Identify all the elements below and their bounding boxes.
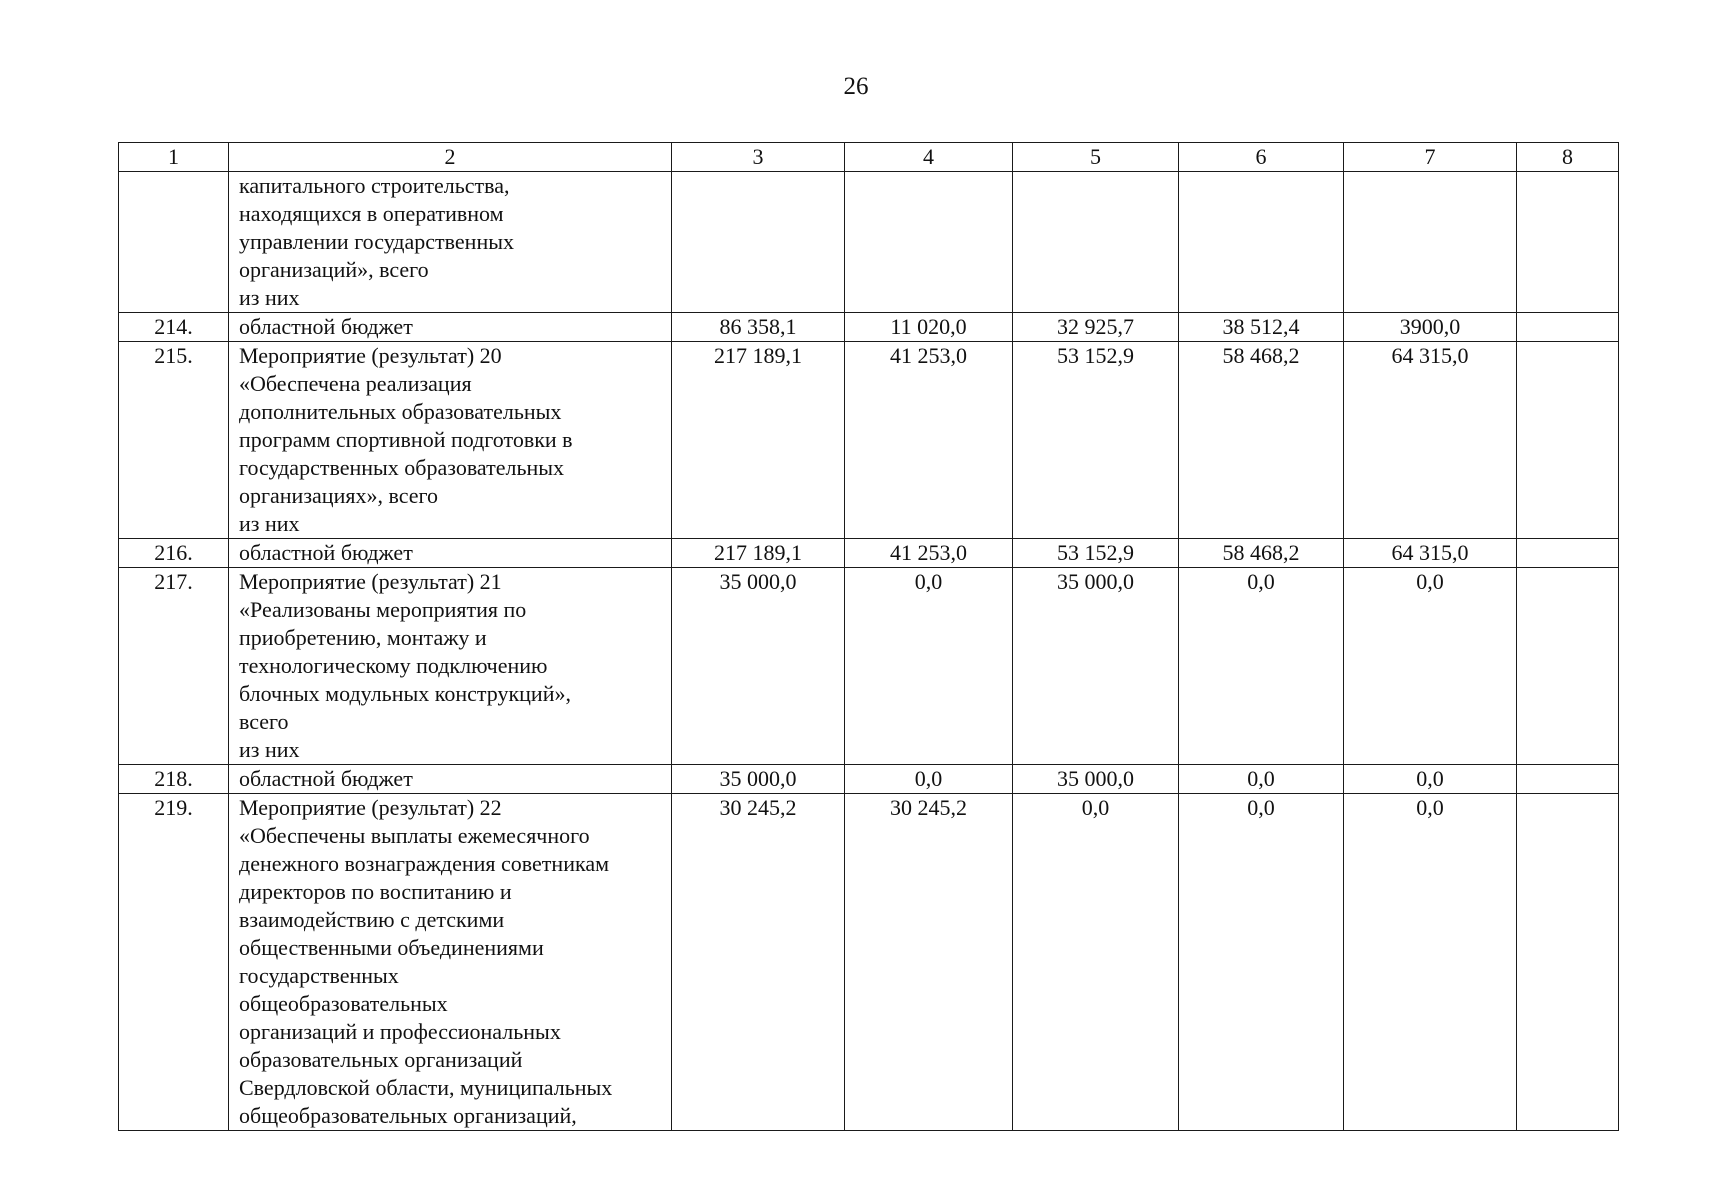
description-line: общеобразовательных xyxy=(239,991,448,1016)
description-line: общеобразовательных организаций, xyxy=(239,1103,577,1128)
description-line: технологическому подключению xyxy=(239,653,548,678)
value-cell-col-5: 0,0 xyxy=(1013,794,1179,1131)
value-cell-col-4: 0,0 xyxy=(845,568,1013,765)
value-cell-col-5 xyxy=(1013,172,1179,313)
value-cell-col-3 xyxy=(672,172,845,313)
value-cell-col-8 xyxy=(1517,172,1619,313)
value-cell-col-6: 38 512,4 xyxy=(1179,313,1344,342)
table-row xyxy=(119,794,1619,1131)
description-line: Мероприятие (результат) 20 xyxy=(239,343,502,368)
value-cell-col-3: 30 245,2 xyxy=(672,794,845,1131)
value-cell-col-3: 217 189,1 xyxy=(672,342,845,539)
description-line: из них xyxy=(239,285,300,310)
value-cell-col-7: 0,0 xyxy=(1344,794,1517,1131)
row-description-cell xyxy=(229,172,672,313)
page-number: 26 xyxy=(843,73,869,100)
description-line: денежного вознаграждения советникам xyxy=(239,851,610,876)
value-cell-col-3: 35 000,0 xyxy=(672,765,845,794)
row-number-cell: 219. xyxy=(119,794,229,1131)
value-cell-col-6: 0,0 xyxy=(1179,765,1344,794)
value-cell-col-7: 0,0 xyxy=(1344,765,1517,794)
value-cell-col-4: 0,0 xyxy=(845,765,1013,794)
description-line: находящихся в оперативном xyxy=(239,201,504,226)
value-cell-col-5: 35 000,0 xyxy=(1013,568,1179,765)
value-cell-col-8 xyxy=(1517,342,1619,539)
value-cell-col-5: 53 152,9 xyxy=(1013,342,1179,539)
row-number-cell: 217. xyxy=(119,568,229,765)
value-cell-col-4: 41 253,0 xyxy=(845,342,1013,539)
description-line: организациях», всего xyxy=(239,483,438,508)
description-line: взаимодействию с детскими xyxy=(239,907,505,932)
row-number-cell: 215. xyxy=(119,342,229,539)
value-cell-col-7: 3900,0 xyxy=(1344,313,1517,342)
description-line: дополнительных образовательных xyxy=(239,399,562,424)
value-cell-col-4: 41 253,0 xyxy=(845,539,1013,568)
row-description-cell xyxy=(229,313,672,342)
description-line: областной бюджет xyxy=(239,314,413,339)
description-line: из них xyxy=(239,737,300,762)
description-line: из них xyxy=(239,511,300,536)
value-cell-col-8 xyxy=(1517,794,1619,1131)
column-header: 2 xyxy=(229,143,672,172)
table-row xyxy=(119,539,1619,568)
value-cell-col-7: 0,0 xyxy=(1344,568,1517,765)
value-cell-col-3: 217 189,1 xyxy=(672,539,845,568)
value-cell-col-4: 11 020,0 xyxy=(845,313,1013,342)
description-line: «Реализованы мероприятия по xyxy=(239,597,527,622)
column-number-row xyxy=(119,143,1619,172)
row-description-cell xyxy=(229,794,672,1131)
column-header: 8 xyxy=(1517,143,1619,172)
value-cell-col-6 xyxy=(1179,172,1344,313)
column-header: 6 xyxy=(1179,143,1344,172)
description-line: государственных xyxy=(239,963,399,988)
value-cell-col-8 xyxy=(1517,313,1619,342)
column-header: 3 xyxy=(672,143,845,172)
row-number-cell: 216. xyxy=(119,539,229,568)
description-line: программ спортивной подготовки в xyxy=(239,427,573,452)
value-cell-col-7: 64 315,0 xyxy=(1344,539,1517,568)
table-row xyxy=(119,342,1619,539)
description-line: блочных модульных конструкций», xyxy=(239,681,571,706)
value-cell-col-3: 86 358,1 xyxy=(672,313,845,342)
description-line: приобретению, монтажу и xyxy=(239,625,487,650)
description-line: управлении государственных xyxy=(239,229,514,254)
row-number-cell xyxy=(119,172,229,313)
row-description-cell xyxy=(229,342,672,539)
value-cell-col-7: 64 315,0 xyxy=(1344,342,1517,539)
budget-table xyxy=(118,142,1619,1131)
description-line: «Обеспечена реализация xyxy=(239,371,472,396)
row-description-cell xyxy=(229,539,672,568)
value-cell-col-6: 0,0 xyxy=(1179,568,1344,765)
description-line: Свердловской области, муниципальных xyxy=(239,1075,613,1100)
description-line: «Обеспечены выплаты ежемесячного xyxy=(239,823,590,848)
value-cell-col-5: 53 152,9 xyxy=(1013,539,1179,568)
value-cell-col-4 xyxy=(845,172,1013,313)
description-line: Мероприятие (результат) 22 xyxy=(239,795,502,820)
description-line: всего xyxy=(239,709,289,734)
description-line: государственных образовательных xyxy=(239,455,565,480)
description-line: капитального строительства, xyxy=(239,173,510,198)
description-line: областной бюджет xyxy=(239,540,413,565)
description-line: организаций и профессиональных xyxy=(239,1019,561,1044)
table-row xyxy=(119,568,1619,765)
value-cell-col-6: 58 468,2 xyxy=(1179,539,1344,568)
value-cell-col-8 xyxy=(1517,765,1619,794)
table-row xyxy=(119,172,1619,313)
value-cell-col-5: 35 000,0 xyxy=(1013,765,1179,794)
column-header: 4 xyxy=(845,143,1013,172)
value-cell-col-6: 0,0 xyxy=(1179,794,1344,1131)
row-description-cell xyxy=(229,568,672,765)
column-header: 7 xyxy=(1344,143,1517,172)
value-cell-col-6: 58 468,2 xyxy=(1179,342,1344,539)
table-row xyxy=(119,765,1619,794)
description-line: Мероприятие (результат) 21 xyxy=(239,569,502,594)
value-cell-col-5: 32 925,7 xyxy=(1013,313,1179,342)
row-description-cell xyxy=(229,765,672,794)
description-line: директоров по воспитанию и xyxy=(239,879,512,904)
description-line: образовательных организаций xyxy=(239,1047,523,1072)
value-cell-col-3: 35 000,0 xyxy=(672,568,845,765)
value-cell-col-7 xyxy=(1344,172,1517,313)
value-cell-col-8 xyxy=(1517,568,1619,765)
column-header: 1 xyxy=(119,143,229,172)
table-row xyxy=(119,313,1619,342)
column-header: 5 xyxy=(1013,143,1179,172)
value-cell-col-4: 30 245,2 xyxy=(845,794,1013,1131)
description-line: организаций», всего xyxy=(239,257,429,282)
description-line: областной бюджет xyxy=(239,766,413,791)
value-cell-col-8 xyxy=(1517,539,1619,568)
row-number-cell: 214. xyxy=(119,313,229,342)
row-number-cell: 218. xyxy=(119,765,229,794)
description-line: общественными объединениями xyxy=(239,935,544,960)
